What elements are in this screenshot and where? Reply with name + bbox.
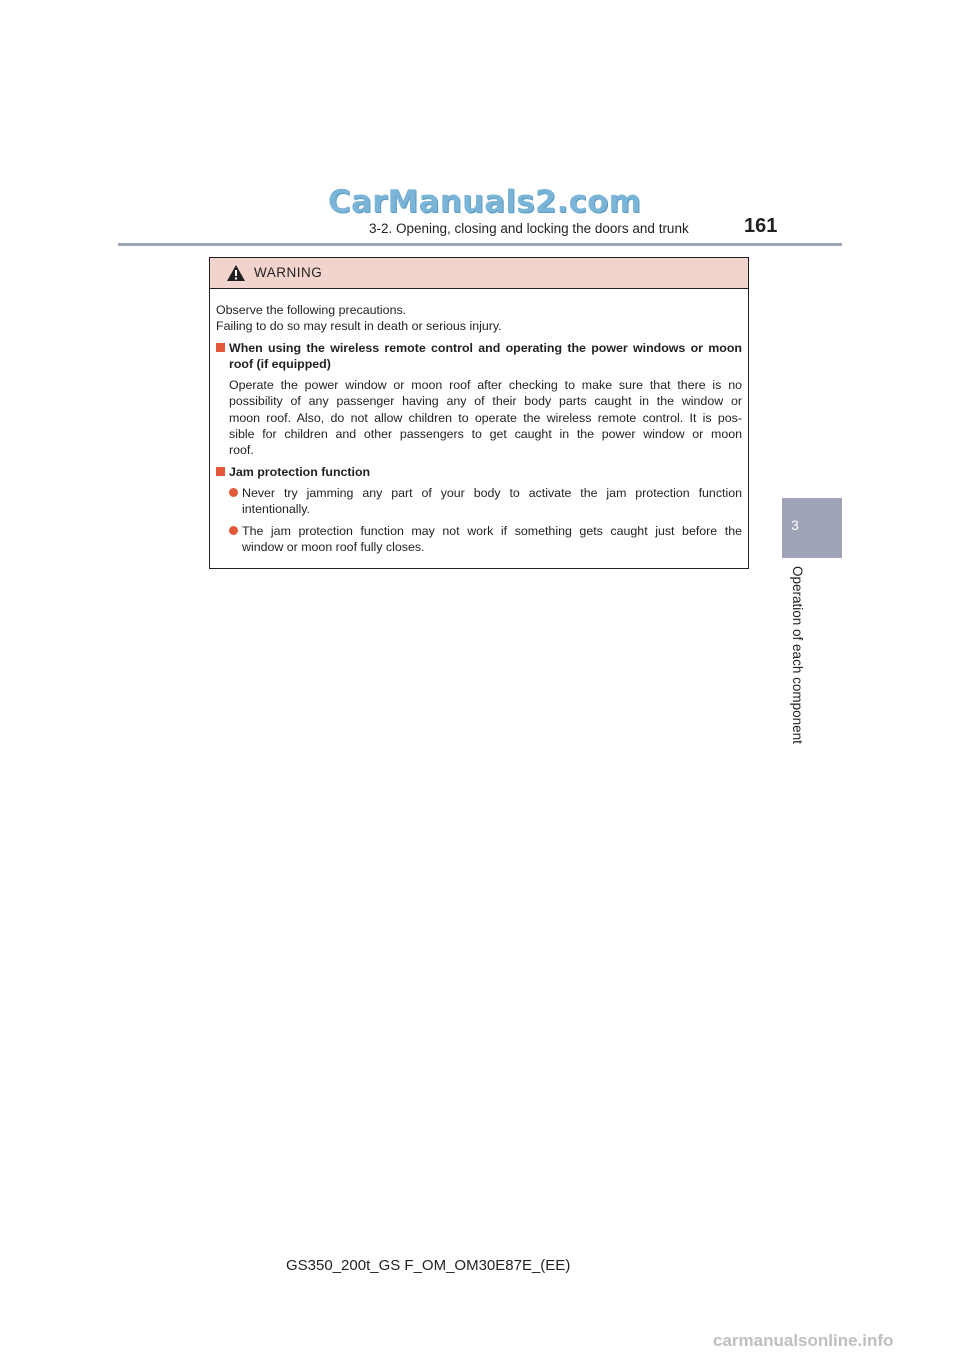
item-paragraph — [229, 377, 742, 458]
watermark-carmanuals2: CarManuals2.com — [328, 184, 642, 220]
sub-item-line: Never try jamming any part of your body to activate the jam protection function — [242, 485, 742, 500]
watermark-carmanualsonline: carmanualsonline.info — [713, 1331, 894, 1350]
sub-item — [216, 485, 742, 518]
item-title-line: roof (if equipped) — [229, 356, 331, 371]
warning-item-remote-control — [216, 340, 742, 459]
item-title-line: When using the wireless remote control and operating the power windows or moon — [229, 340, 742, 355]
dot-bullet-icon — [229, 488, 238, 497]
warning-intro — [216, 302, 742, 335]
square-bullet-icon — [216, 467, 225, 476]
paragraph-line: roof. — [229, 443, 254, 458]
sub-item-line: window or moon roof fully closes. — [242, 539, 425, 554]
warning-body — [210, 289, 748, 555]
dot-bullet-icon — [229, 526, 238, 535]
item-title-line: Jam protection function — [229, 464, 371, 479]
warning-item-jam-protection — [216, 464, 742, 480]
chapter-tab — [782, 498, 842, 558]
intro-line: Failing to do so may result in death or serious injury. — [216, 319, 502, 334]
warning-box — [209, 257, 749, 569]
item-title — [229, 464, 742, 480]
paragraph-line: moon roof. Also, do not allow children to operate the wireless remote control. It is pos- — [229, 410, 742, 425]
sub-item — [216, 523, 742, 556]
square-bullet-icon — [216, 343, 225, 352]
sub-item-line: intentionally. — [242, 502, 310, 517]
paragraph-line: Operate the power window or moon roof after checking to make sure that there is no — [229, 378, 742, 393]
paragraph-line: possibility of any passenger having any of their body parts caught in the window or — [229, 394, 742, 409]
chapter-label: Operation of each component — [790, 566, 805, 744]
header-divider — [118, 243, 842, 246]
page-number: 161 — [744, 215, 778, 237]
intro-line: Observe the following precautions. — [216, 303, 407, 317]
manual-code: GS350_200t_GS F_OM_OM30E87E_(EE) — [286, 1257, 571, 1274]
item-title — [229, 340, 742, 373]
paragraph-line: sible for children and other passengers to get caught in the power window or moon — [229, 427, 742, 442]
warning-triangle-icon — [226, 264, 246, 282]
section-title: 3-2. Opening, closing and locking the doors and trunk — [369, 221, 689, 236]
warning-label: WARNING — [254, 265, 323, 280]
sub-item-line: The jam protection function may not work if something gets caught just before the — [242, 523, 742, 538]
warning-header — [210, 258, 748, 289]
chapter-tab-number: 3 — [791, 517, 799, 533]
